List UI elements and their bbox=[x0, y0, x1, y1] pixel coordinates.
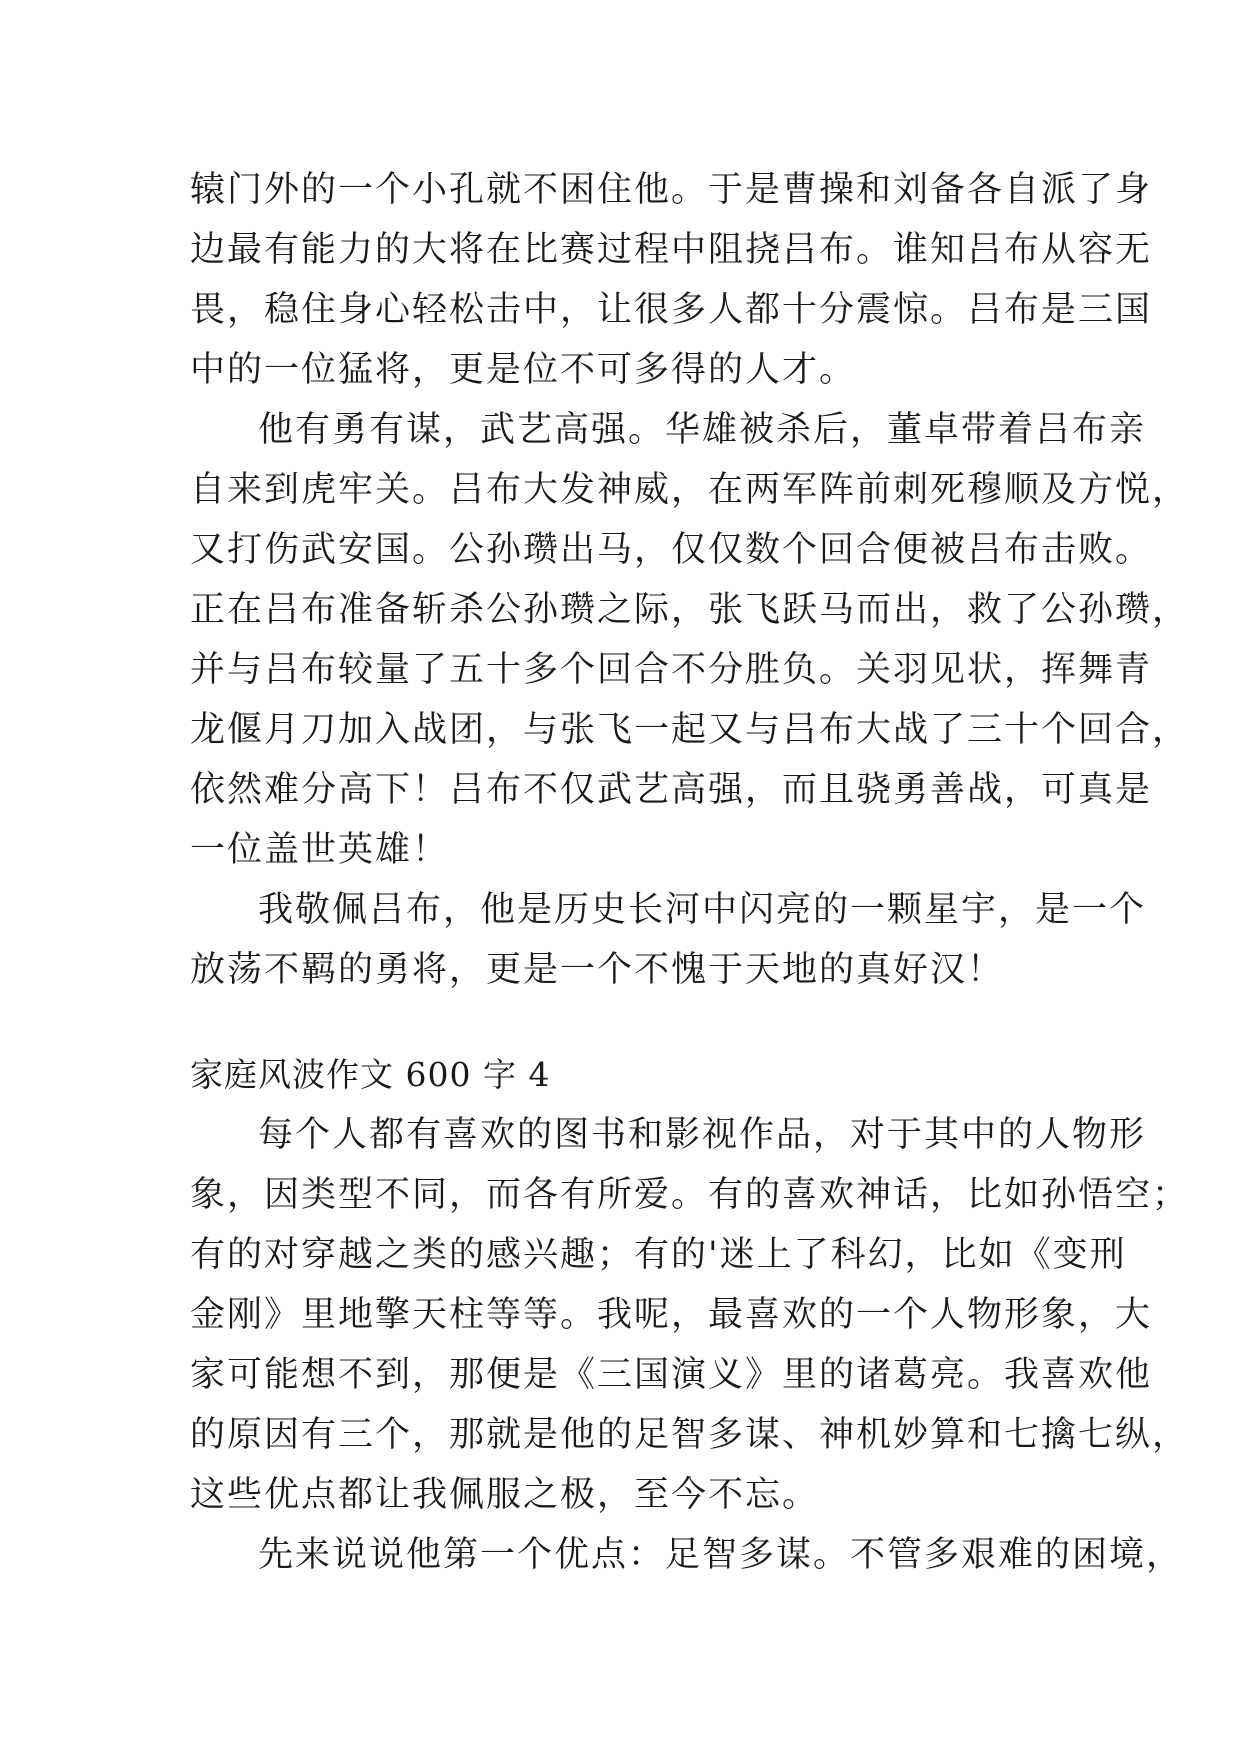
paragraph-first-line: 我敬佩吕布，他是历史长河中闪亮的一颗星宇，是一个 bbox=[258, 890, 1147, 930]
text-line: 放荡不羁的勇将，更是一个不愧于天地的真好汉！ bbox=[190, 950, 1005, 990]
text-line: 又打伤武安国。公孙瓒出马，仅仅数个回合便被吕布击败。 bbox=[190, 530, 1153, 570]
text-line: 家可能想不到，那便是《三国演义》里的诸葛亮。我喜欢他 bbox=[190, 1355, 1153, 1395]
text-line: 边最有能力的大将在比赛过程中阻挠吕布。谁知吕布从容无 bbox=[190, 230, 1153, 270]
text-line: 有的对穿越之类的感兴趣；有的'迷上了科幻，比如《变刑 bbox=[190, 1235, 1127, 1275]
text-line: 象，因类型不同，而各有所爱。有的喜欢神话，比如孙悟空； bbox=[190, 1175, 1190, 1215]
paragraph-first-line: 他有勇有谋，武艺高强。华雄被杀后，董卓带着吕布亲 bbox=[258, 410, 1147, 450]
text-line: 畏，稳住身心轻松击中，让很多人都十分震惊。吕布是三国 bbox=[190, 290, 1153, 330]
text-line: 正在吕布准备斩杀公孙瓒之际，张飞跃马而出，救了公孙瓒， bbox=[190, 590, 1190, 630]
text-line: 并与吕布较量了五十多个回合不分胜负。关羽见状，挥舞青 bbox=[190, 650, 1153, 690]
text-line: 金刚》里地擎天柱等等。我呢，最喜欢的一个人物形象，大 bbox=[190, 1295, 1153, 1335]
text-line: 自来到虎牢关。吕布大发神威，在两军阵前刺死穆顺及方悦， bbox=[190, 470, 1190, 510]
text-line: 的原因有三个，那就是他的足智多谋、神机妙算和七擒七纵， bbox=[190, 1415, 1190, 1455]
text-line: 依然难分高下！吕布不仅武艺高强，而且骁勇善战，可真是 bbox=[190, 770, 1153, 810]
section-heading: 家庭风波作文 600 字 4 bbox=[190, 1055, 551, 1094]
text-line: 中的一位猛将，更是位不可多得的人才。 bbox=[190, 350, 857, 390]
text-line: 这些优点都让我佩服之极，至今不忘。 bbox=[190, 1475, 820, 1515]
text-line: 一位盖世英雄！ bbox=[190, 830, 450, 870]
paragraph-first-line: 先来说说他第一个优点：足智多谋。不管多艰难的困境， bbox=[258, 1535, 1184, 1575]
text-line: 龙偃月刀加入战团，与张飞一起又与吕布大战了三十个回合， bbox=[190, 710, 1190, 750]
text-line: 辕门外的一个小孔就不困住他。于是曹操和刘备各自派了身 bbox=[190, 170, 1153, 210]
paragraph-first-line: 每个人都有喜欢的图书和影视作品，对于其中的人物形 bbox=[258, 1115, 1147, 1155]
